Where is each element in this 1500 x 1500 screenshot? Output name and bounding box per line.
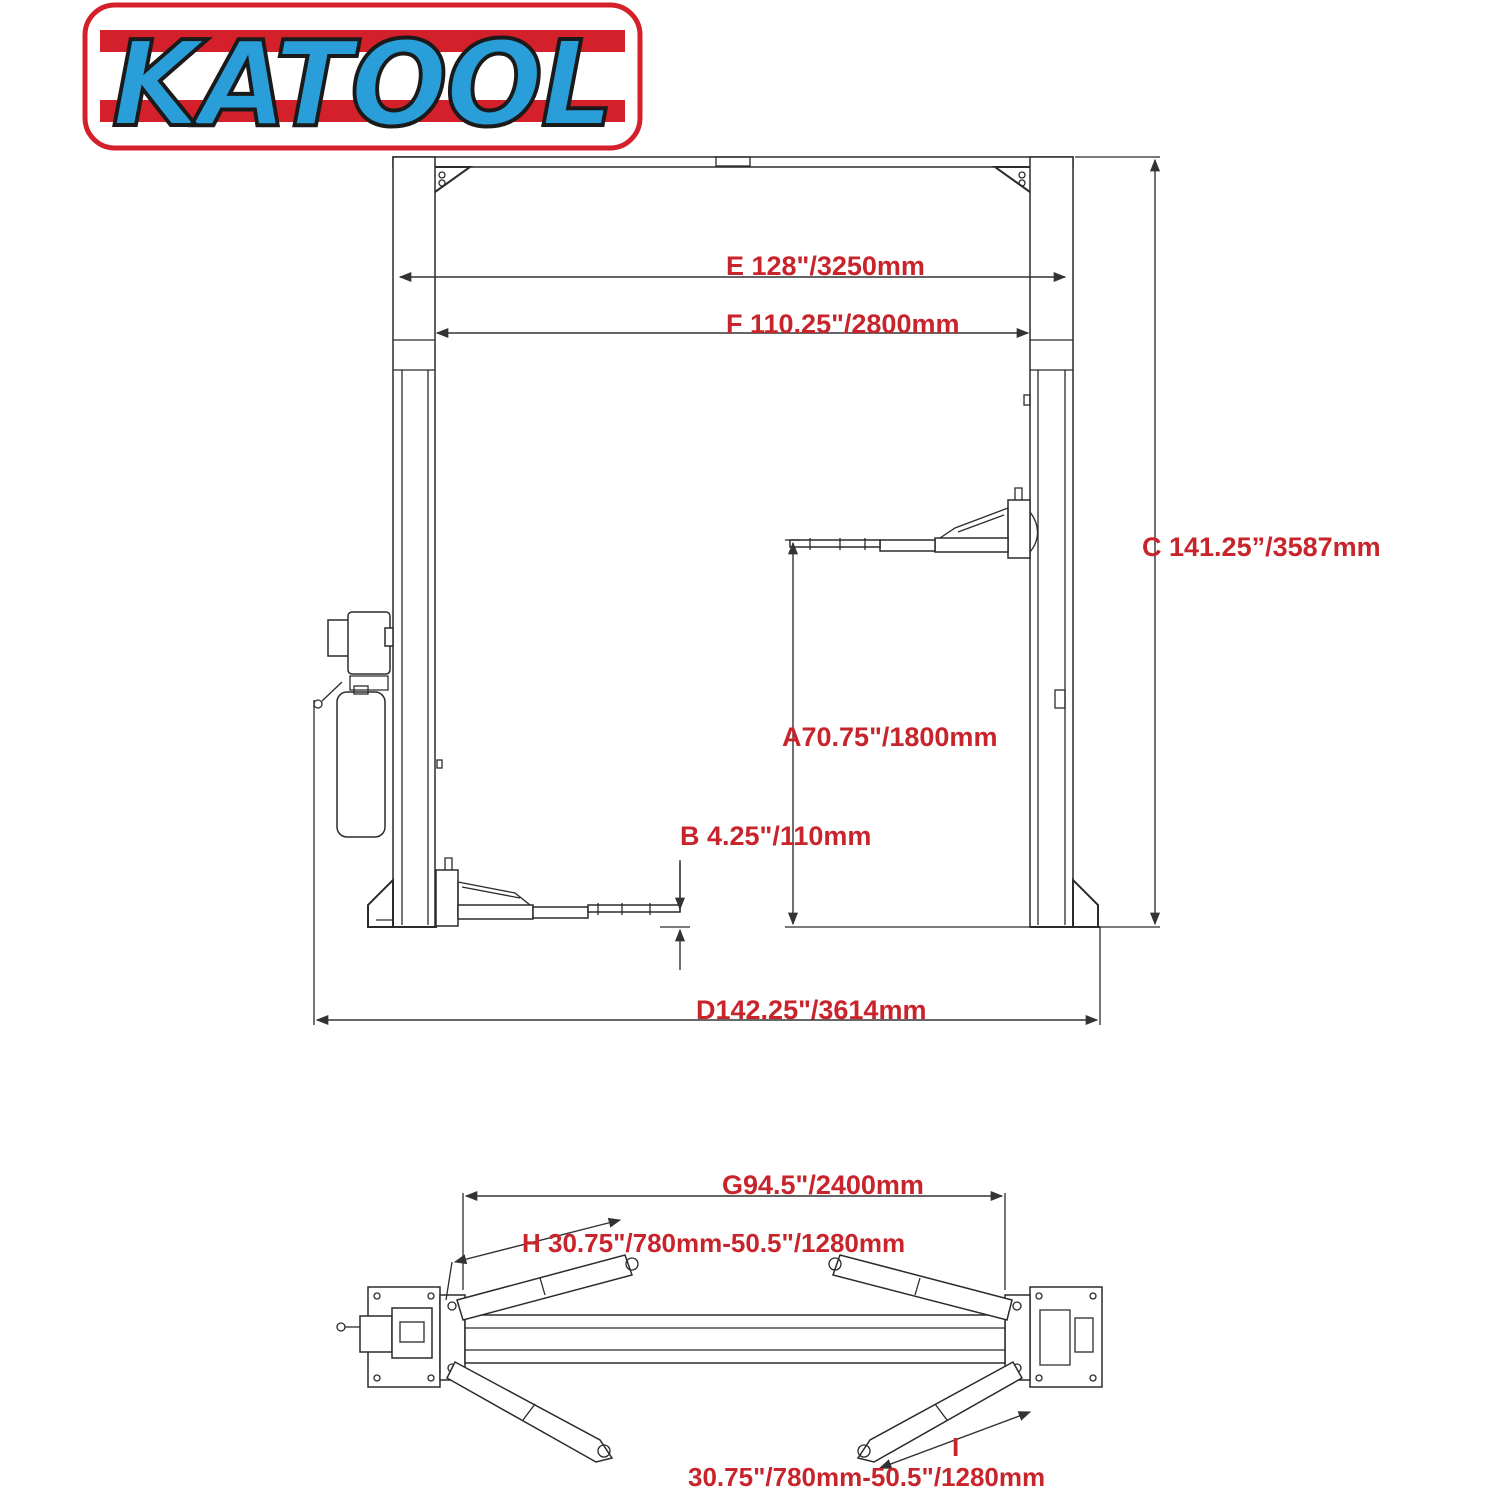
top-arm-lower-right	[858, 1362, 1022, 1462]
right-arm-raised	[790, 488, 1038, 558]
front-view-drawing	[314, 157, 1160, 1025]
dim-i-label: 30.75"/780mm-50.5"/1280mm	[688, 1462, 1046, 1492]
top-arm-upper-left	[457, 1255, 638, 1320]
left-arm-lowered	[436, 760, 680, 926]
dim-h-label: H 30.75"/780mm-50.5"/1280mm	[522, 1228, 906, 1258]
dim-d-label: D142.25"/3614mm	[696, 995, 927, 1025]
top-arm-upper-right	[829, 1255, 1012, 1320]
dim-c-label: C 141.25”/3587mm	[1142, 532, 1381, 562]
power-unit	[314, 612, 393, 837]
dim-i-letter: I	[952, 1432, 960, 1462]
dim-f-label: F 110.25"/2800mm	[726, 309, 960, 339]
katool-logo	[85, 5, 640, 153]
dim-e-label: E 128"/3250mm	[726, 251, 925, 281]
dim-g-label: G94.5"/2400mm	[722, 1170, 924, 1200]
dim-a-label: A70.75"/1800mm	[782, 722, 998, 752]
logo-wordmark: KATOOL	[112, 15, 612, 153]
dim-b-label: B 4.25"/110mm	[680, 821, 872, 851]
top-arm-lower-left	[447, 1362, 612, 1462]
